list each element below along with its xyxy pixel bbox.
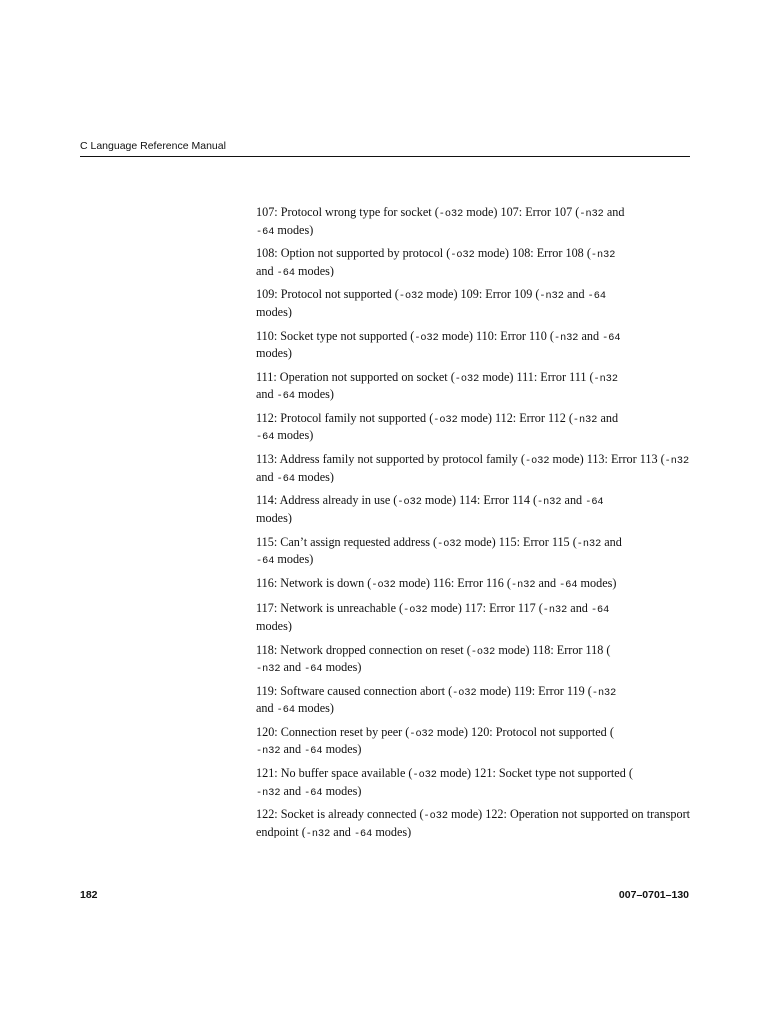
- entry-mid: mode) 119: Error 119 (: [476, 683, 592, 698]
- entry-conj: and: [563, 287, 588, 302]
- entry-conj: and: [280, 783, 305, 798]
- mode-code-n32: -n32: [553, 332, 579, 344]
- mode-code-64: -64: [276, 391, 295, 401]
- entry-mid: mode) 112: Error 112 (: [457, 410, 573, 425]
- mode-code-64: -64: [590, 605, 610, 617]
- entry-lead: 114: Address already in use (: [256, 493, 398, 508]
- entry-tail: modes): [256, 510, 292, 525]
- list-item: [256, 287, 690, 318]
- mode-code-o32: -o32: [414, 332, 439, 344]
- entry-conj: and: [601, 534, 622, 549]
- entry-mid: mode) 114: Error 114 (: [421, 493, 538, 508]
- entry-conj: and: [597, 410, 619, 425]
- mode-code-n32: -n32: [510, 579, 536, 591]
- list-item: [256, 246, 690, 277]
- mode-code-64: -64: [304, 787, 323, 798]
- entry-mid: mode) 117: Error 117 (: [427, 601, 543, 616]
- entry-mid: mode) 120: Protocol not supported (: [433, 724, 614, 739]
- entry-tail: modes): [295, 387, 334, 401]
- mode-code-64: -64: [256, 556, 275, 566]
- mode-code-64: -64: [353, 828, 373, 839]
- entry-mid: mode) 108: Error 108 (: [474, 246, 591, 261]
- entry-conj: and: [330, 824, 354, 839]
- mode-code-64: -64: [304, 746, 323, 756]
- list-item: [256, 576, 690, 592]
- mode-code-o32: -o32: [470, 646, 496, 658]
- mode-code-n32: -n32: [256, 787, 281, 798]
- mode-code-64: -64: [276, 473, 295, 484]
- entry-tail: modes): [322, 660, 362, 674]
- entry-lead: 122: Socket is already connected (: [256, 807, 424, 822]
- entry-conj: and: [280, 742, 305, 756]
- mode-code-64: -64: [276, 705, 295, 715]
- mode-code-o32: -o32: [450, 250, 475, 262]
- mode-code-o32: -o32: [438, 209, 464, 220]
- entry-tail: modes): [256, 618, 292, 633]
- page-number: 182: [80, 889, 98, 901]
- list-item: [256, 601, 690, 632]
- entry-mid: mode) 110: Error 110 (: [438, 328, 554, 343]
- entry-lead: 117: Network is unreachable (: [256, 601, 404, 616]
- entry-mid: mode) 118: Error 118 (: [495, 642, 611, 657]
- entry-lead: 112: Protocol family not supported (: [256, 410, 434, 425]
- entry-mid: mode) 121: Socket type not supported (: [436, 766, 633, 781]
- list-item: [256, 725, 690, 756]
- mode-code-n32: -n32: [579, 209, 604, 220]
- entry-lead: 120: Connection reset by peer (: [256, 724, 410, 739]
- list-item: [256, 411, 690, 442]
- mode-code-o32: -o32: [398, 291, 424, 303]
- entry-tail: modes): [274, 428, 314, 442]
- entry-tail: modes): [256, 304, 292, 319]
- list-item: [256, 205, 690, 236]
- mode-code-64: -64: [276, 267, 295, 278]
- entry-lead: 111: Operation not supported on socket (: [256, 369, 455, 384]
- mode-code-64: -64: [587, 291, 606, 303]
- mode-code-n32: -n32: [256, 746, 281, 756]
- mode-code-o32: -o32: [371, 579, 396, 591]
- header-title: C Language Reference Manual: [80, 140, 226, 152]
- entry-mid: mode) 107: Error 107 (: [463, 205, 580, 219]
- entry-mid: mode) 115: Error 115 (: [461, 534, 577, 549]
- mode-code-n32: -n32: [576, 538, 602, 550]
- list-item: [256, 329, 690, 360]
- entry-mid: mode) 111: Error 111 (: [479, 369, 594, 384]
- entry-lead: 119: Software caused connection abort (: [256, 683, 453, 698]
- entry-lead: 115: Can’t assign requested address (: [256, 534, 438, 549]
- entry-lead: 109: Protocol not supported (: [256, 287, 399, 302]
- entry-mid: mode) 122: Operation not supported on transport endpoint (: [256, 807, 690, 839]
- mode-code-o32: -o32: [409, 728, 434, 740]
- error-code-list: [256, 205, 690, 849]
- entry-conj: and: [535, 575, 560, 590]
- mode-code-64: -64: [304, 664, 323, 674]
- entry-lead: 108: Option not supported by protocol (: [256, 246, 451, 261]
- entry-tail: modes): [295, 701, 334, 715]
- mode-code-n32: -n32: [542, 605, 568, 617]
- entry-lead: 110: Socket type not supported (: [256, 328, 415, 343]
- list-item: [256, 807, 690, 838]
- mode-code-n32: -n32: [590, 250, 616, 262]
- document-number: 007–0701–130: [618, 889, 689, 901]
- entry-tail: modes): [295, 469, 334, 484]
- entry-mid: mode) 113: Error 113 (: [549, 452, 665, 467]
- mode-code-n32: -n32: [664, 456, 690, 468]
- mode-code-o32: -o32: [525, 456, 550, 468]
- mode-code-64: -64: [585, 497, 604, 509]
- list-item: [256, 370, 690, 401]
- mode-code-o32: -o32: [412, 770, 437, 782]
- list-item: [256, 643, 690, 674]
- mode-code-o32: -o32: [433, 414, 458, 426]
- mode-code-o32: -o32: [454, 373, 480, 385]
- entry-conj: and: [256, 387, 277, 401]
- entry-conj: and: [256, 701, 277, 715]
- mode-code-n32: -n32: [572, 414, 598, 426]
- entry-lead: 121: No buffer space available (: [256, 766, 413, 781]
- mode-code-o32: -o32: [403, 605, 428, 617]
- entry-tail: modes): [274, 222, 314, 236]
- list-item: [256, 766, 690, 797]
- mode-code-64: -64: [256, 226, 275, 236]
- mode-code-n32: -n32: [256, 664, 281, 674]
- entry-conj: and: [603, 205, 625, 219]
- entry-tail: modes): [274, 552, 314, 566]
- page-header: [80, 139, 690, 157]
- mode-code-64: -64: [256, 432, 275, 442]
- entry-conj: and: [280, 660, 305, 674]
- entry-lead: 118: Network dropped connection on reset (: [256, 642, 471, 657]
- mode-code-o32: -o32: [397, 497, 422, 509]
- entry-lead: 113: Address family not supported by protocol family (: [256, 452, 525, 467]
- entry-conj: and: [256, 469, 277, 484]
- entry-tail: modes): [295, 263, 334, 278]
- mode-code-64: -64: [602, 332, 621, 344]
- entry-mid: mode) 109: Error 109 (: [423, 287, 540, 302]
- entry-lead: 107: Protocol wrong type for socket (: [256, 205, 439, 219]
- entry-tail: modes): [322, 783, 362, 798]
- mode-code-o32: -o32: [423, 811, 448, 823]
- list-item: [256, 452, 690, 483]
- list-item: [256, 535, 690, 566]
- entry-tail: modes): [256, 346, 292, 360]
- mode-code-o32: -o32: [452, 687, 477, 699]
- mode-code-n32: -n32: [591, 687, 617, 699]
- entry-tail: modes): [322, 742, 362, 756]
- mode-code-n32: -n32: [305, 828, 331, 839]
- list-item: [256, 493, 690, 524]
- entry-conj: and: [256, 263, 277, 278]
- list-item: [256, 684, 690, 715]
- entry-tail: modes): [372, 824, 412, 839]
- mode-code-n32: -n32: [539, 291, 564, 303]
- mode-code-n32: -n32: [537, 497, 562, 509]
- mode-code-n32: -n32: [593, 373, 619, 385]
- entry-conj: and: [578, 328, 603, 343]
- entry-mid: mode) 116: Error 116 (: [395, 575, 511, 590]
- entry-conj: and: [567, 601, 591, 616]
- mode-code-64: -64: [559, 579, 578, 591]
- entry-lead: 116: Network is down (: [256, 575, 372, 590]
- entry-conj: and: [561, 493, 586, 508]
- mode-code-o32: -o32: [437, 538, 462, 550]
- entry-tail: modes): [577, 575, 617, 590]
